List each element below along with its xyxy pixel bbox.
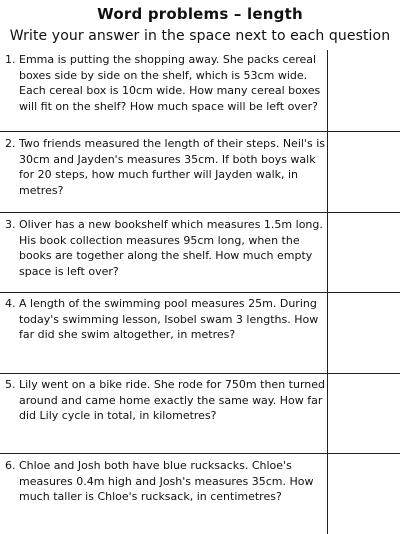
question-table	[0, 50, 400, 534]
question-text: Lily went on a bike ride. She rode for 750m then turned around and came home exactly the same way. How far did Lily cycle in total, in kilometres?	[19, 378, 325, 422]
row-divider	[0, 373, 400, 374]
row-divider	[0, 292, 400, 293]
question-text: Emma is putting the shopping away. She packs cereal boxes side by side on the shelf, which is 53cm wide. Each cereal box is 10cm wide. How many cereal boxes will fit on the shelf? How much space will be left over?	[19, 53, 321, 113]
question-number: 6.	[5, 459, 16, 472]
question-number: 3.	[5, 218, 16, 231]
worksheet-title: Word problems – length	[97, 5, 303, 23]
question-text: A length of the swimming pool measures 25m. During today's swimming lesson, Isobel swam 3 lengths. How far did she swim altogether, in metres?	[19, 297, 319, 341]
row-divider	[0, 453, 400, 454]
question-number: 2.	[5, 137, 16, 150]
question-text: Oliver has a new bookshelf which measures 1.5m long. His book collection measures 95cm long, when the books are together along the shelf. How much empty space is left over?	[19, 218, 323, 278]
question-text: Chloe and Josh both have blue rucksacks. Chloe's measures 0.4m high and Josh's measures 35cm. How much taller is Chloe's rucksack, in centimetres?	[19, 459, 314, 503]
row-divider	[0, 131, 400, 132]
worksheet-instructions: Write your answer in the space next to each question	[9, 28, 391, 44]
question-number: 4.	[5, 297, 16, 310]
question-number: 5.	[5, 378, 16, 391]
question-number: 1.	[5, 53, 16, 66]
row-divider	[0, 212, 400, 213]
question-text: Two friends measured the length of their steps. Neil's is 30cm and Jayden's measures 35cm. If both boys walk for 20 steps, how much further will Jayden walk, in metres?	[19, 137, 325, 197]
